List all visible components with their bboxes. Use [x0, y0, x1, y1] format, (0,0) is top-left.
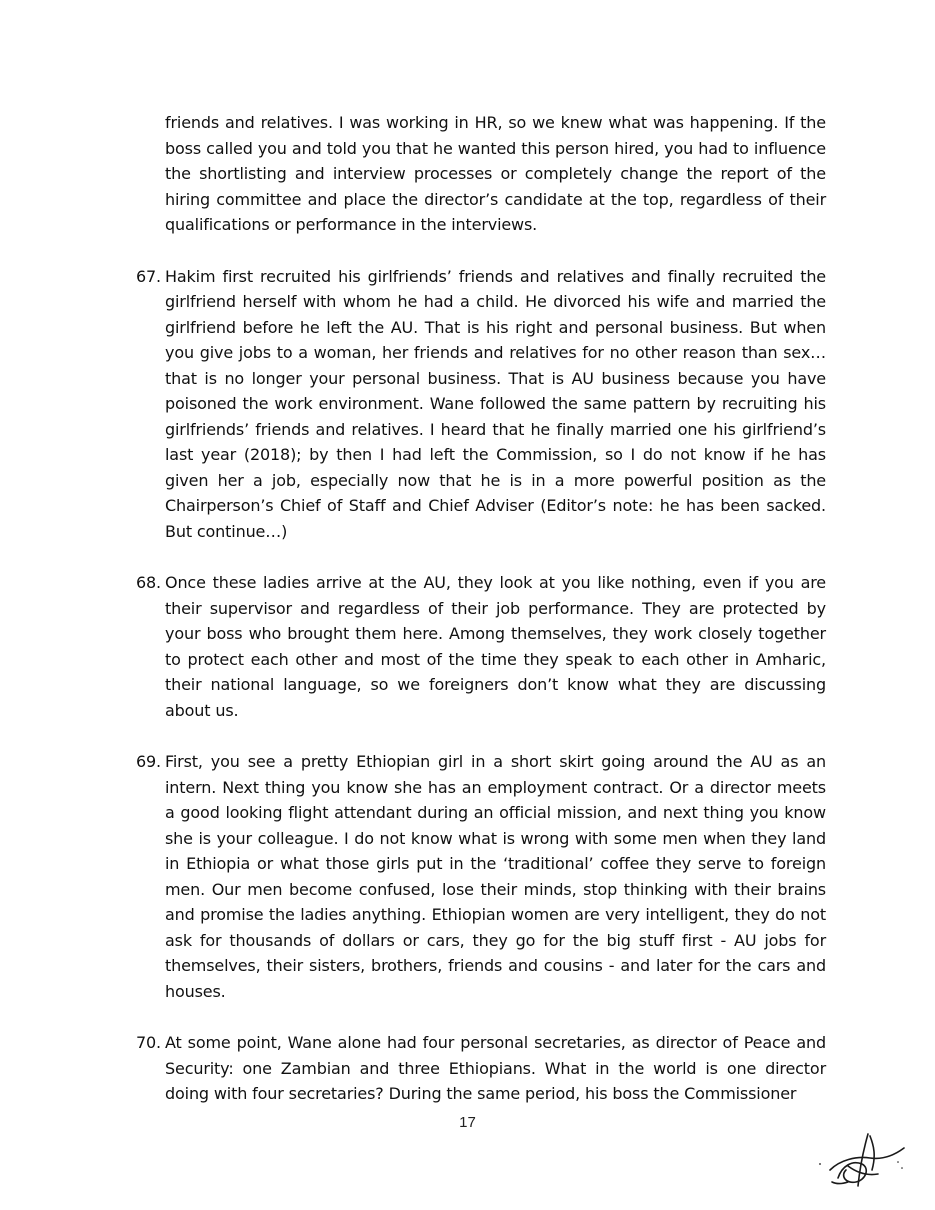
paragraph-text: Once these ladies arrive at the AU, they look at you like nothing, even if you are their supervisor and regardless of their job performance. They are protected by your boss who brought them here. Among themselves, they work closely together to protect each other and most of the time they speak to each other in Amharic, their national language, so we foreigners don’t know what they are discussing about us.: [165, 573, 826, 720]
paragraph-67: [136, 264, 826, 545]
paragraph-number: 69.: [136, 752, 161, 771]
page-number: 17: [459, 1114, 476, 1131]
signature-icon: [812, 1126, 912, 1196]
paragraph-number: 67.: [136, 266, 161, 286]
paragraph-text: Hakim first recruited his girlfriends’ friends and relatives and finally recruited the girlfriend herself with whom he had a child. He divorced his wife and married the girlfriend before he left the AU. That is his right and personal business. But when you give jobs to a woman, her friends and relatives for no other reason than sex… that is no longer your personal business. That is AU business because you have poisoned the work environment. Wane followed the same pattern by recruiting his girlfriends’ friends and relatives. I heard that he finally married one his girlfriend’s last year (2018); by then I had left the Commission, so I do not know if he has given her a job, especially now that he is in a more powerful position as the Chairperson’s Chief of Staff and Chief Adviser (Editor’s note: he has been sacked. But continue…): [165, 266, 826, 541]
paragraph-69: [136, 749, 826, 1004]
paragraph-68: [136, 570, 826, 723]
paragraph-text: First, you see a pretty Ethiopian girl in a short skirt going around the AU as an intern. Next thing you know she has an employment contract. Or a director meets a good looking flight attendant during an official mission, and next thing you know she is your colleague. I do not know what is wrong with some men when they land in Ethiopia or what those girls put in the ‘traditional’ coffee they serve to foreign men. Our men become confused, lose their minds, stop thinking with their brains and promise the ladies anything. Ethiopian women are very intelligent, they do not ask for thousands of dollars or cars, they go for the big stuff first - AU jobs for themselves, their sisters, brothers, friends and cousins - and later for the cars and houses.: [165, 752, 826, 1001]
paragraph-continuation: [136, 110, 826, 238]
paragraph-number: 70.: [136, 1033, 161, 1052]
paragraph-text: At some point, Wane alone had four personal secretaries, as director of Peace and Security: one Zambian and three Ethiopians. What in the world is one director doing with four secretaries? During the same period, his boss the Commissioner: [165, 1033, 826, 1103]
paragraph-text: friends and relatives. I was working in HR, so we knew what was happening. If the boss called you and told you that he wanted this person hired, you had to influence the shortlisting and interview processes or completely change the report of the hiring committee and place the director’s candidate at the top, regardless of their qualifications or performance in the interviews.: [165, 113, 826, 234]
paragraph-70: [136, 1030, 826, 1107]
paragraph-number: 68.: [136, 573, 161, 592]
document-body: [136, 110, 826, 1133]
